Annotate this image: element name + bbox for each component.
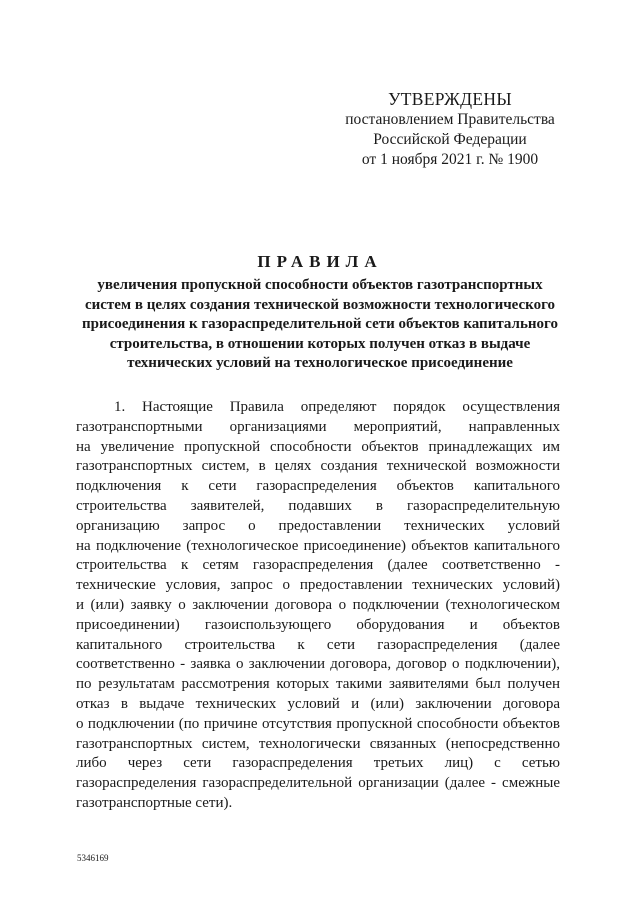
approval-line: от 1 ноября 2021 г. № 1900 (361, 151, 539, 168)
body-line: капитального строительства к сети газораспределения (далее (76, 636, 560, 653)
subtitle-line: присоединения к газораспределительной сети объектов капитального (82, 316, 558, 332)
approval-block (300, 88, 600, 170)
subtitle-line: технических условий на технологическое присоединение (127, 355, 513, 371)
body-line: строительства заявителей, подавших в газораспределительную (76, 497, 560, 514)
body-line: соответственно - заявка о заключении договора, договор о подключении), (76, 656, 560, 673)
body-line: на увеличение пропускной способности объектов принадлежащих им (76, 438, 560, 455)
body-line: либо через сети газораспределения третьих лиц) с сетью (76, 755, 560, 772)
approval-heading: УТВЕРЖДЕНЫ (388, 89, 512, 109)
subtitle-line: увеличения пропускной способности объектов газотранспортных (97, 277, 543, 293)
body-line: на подключение (технологическое присоединение) объектов капитального (76, 537, 560, 554)
body-line: отказ в выдаче технических условий и (или) заключении договора (76, 695, 560, 712)
body-line: газотранспортными организациями мероприятий, направленных (76, 418, 560, 435)
body-line: организацию запрос о предоставлении технических условий (76, 517, 560, 534)
body-line: и (или) заявку о заключении договора о подключении (технологическом (76, 596, 560, 613)
body-line: подключения к сети газораспределения объектов капитального (76, 478, 560, 495)
body-line: газотранспортных систем, технологически связанных (непосредственно (76, 735, 560, 752)
body-line: строительства к сетям газораспределения (далее соответственно - (76, 557, 560, 574)
document-subtitle (70, 276, 570, 374)
body-line: о подключении (по причине отсутствия пропускной способности объектов (76, 715, 560, 732)
body-line: присоединении) газоиспользующего оборудования и объектов (76, 616, 560, 633)
subtitle-line: систем в целях создания технической возможности технологического (84, 296, 556, 313)
document-title: ПРАВИЛА (257, 252, 383, 271)
body-line: газотранспортные сети). (76, 794, 233, 811)
body-line: газотранспортных систем, в целях создания технической возможности (76, 458, 560, 475)
subtitle-line: строительства, в отношении которых получен отказ в выдаче (109, 335, 531, 352)
body-line: 1. Настоящие Правила определяют порядок осуществления (114, 399, 560, 415)
body-line: газораспределения газораспределительной организации (далее - смежные (76, 775, 560, 792)
approval-line: постановлением Правительства (345, 111, 555, 128)
body-line: по результатам рассмотрения которых такими заявителями был получен (76, 676, 560, 693)
document-code: 5346169 (77, 853, 109, 863)
body-line: технические условия, запрос о предоставлении технических условий) (76, 577, 560, 594)
approval-line: Российской Федерации (373, 131, 527, 148)
paragraph-1 (76, 398, 560, 814)
